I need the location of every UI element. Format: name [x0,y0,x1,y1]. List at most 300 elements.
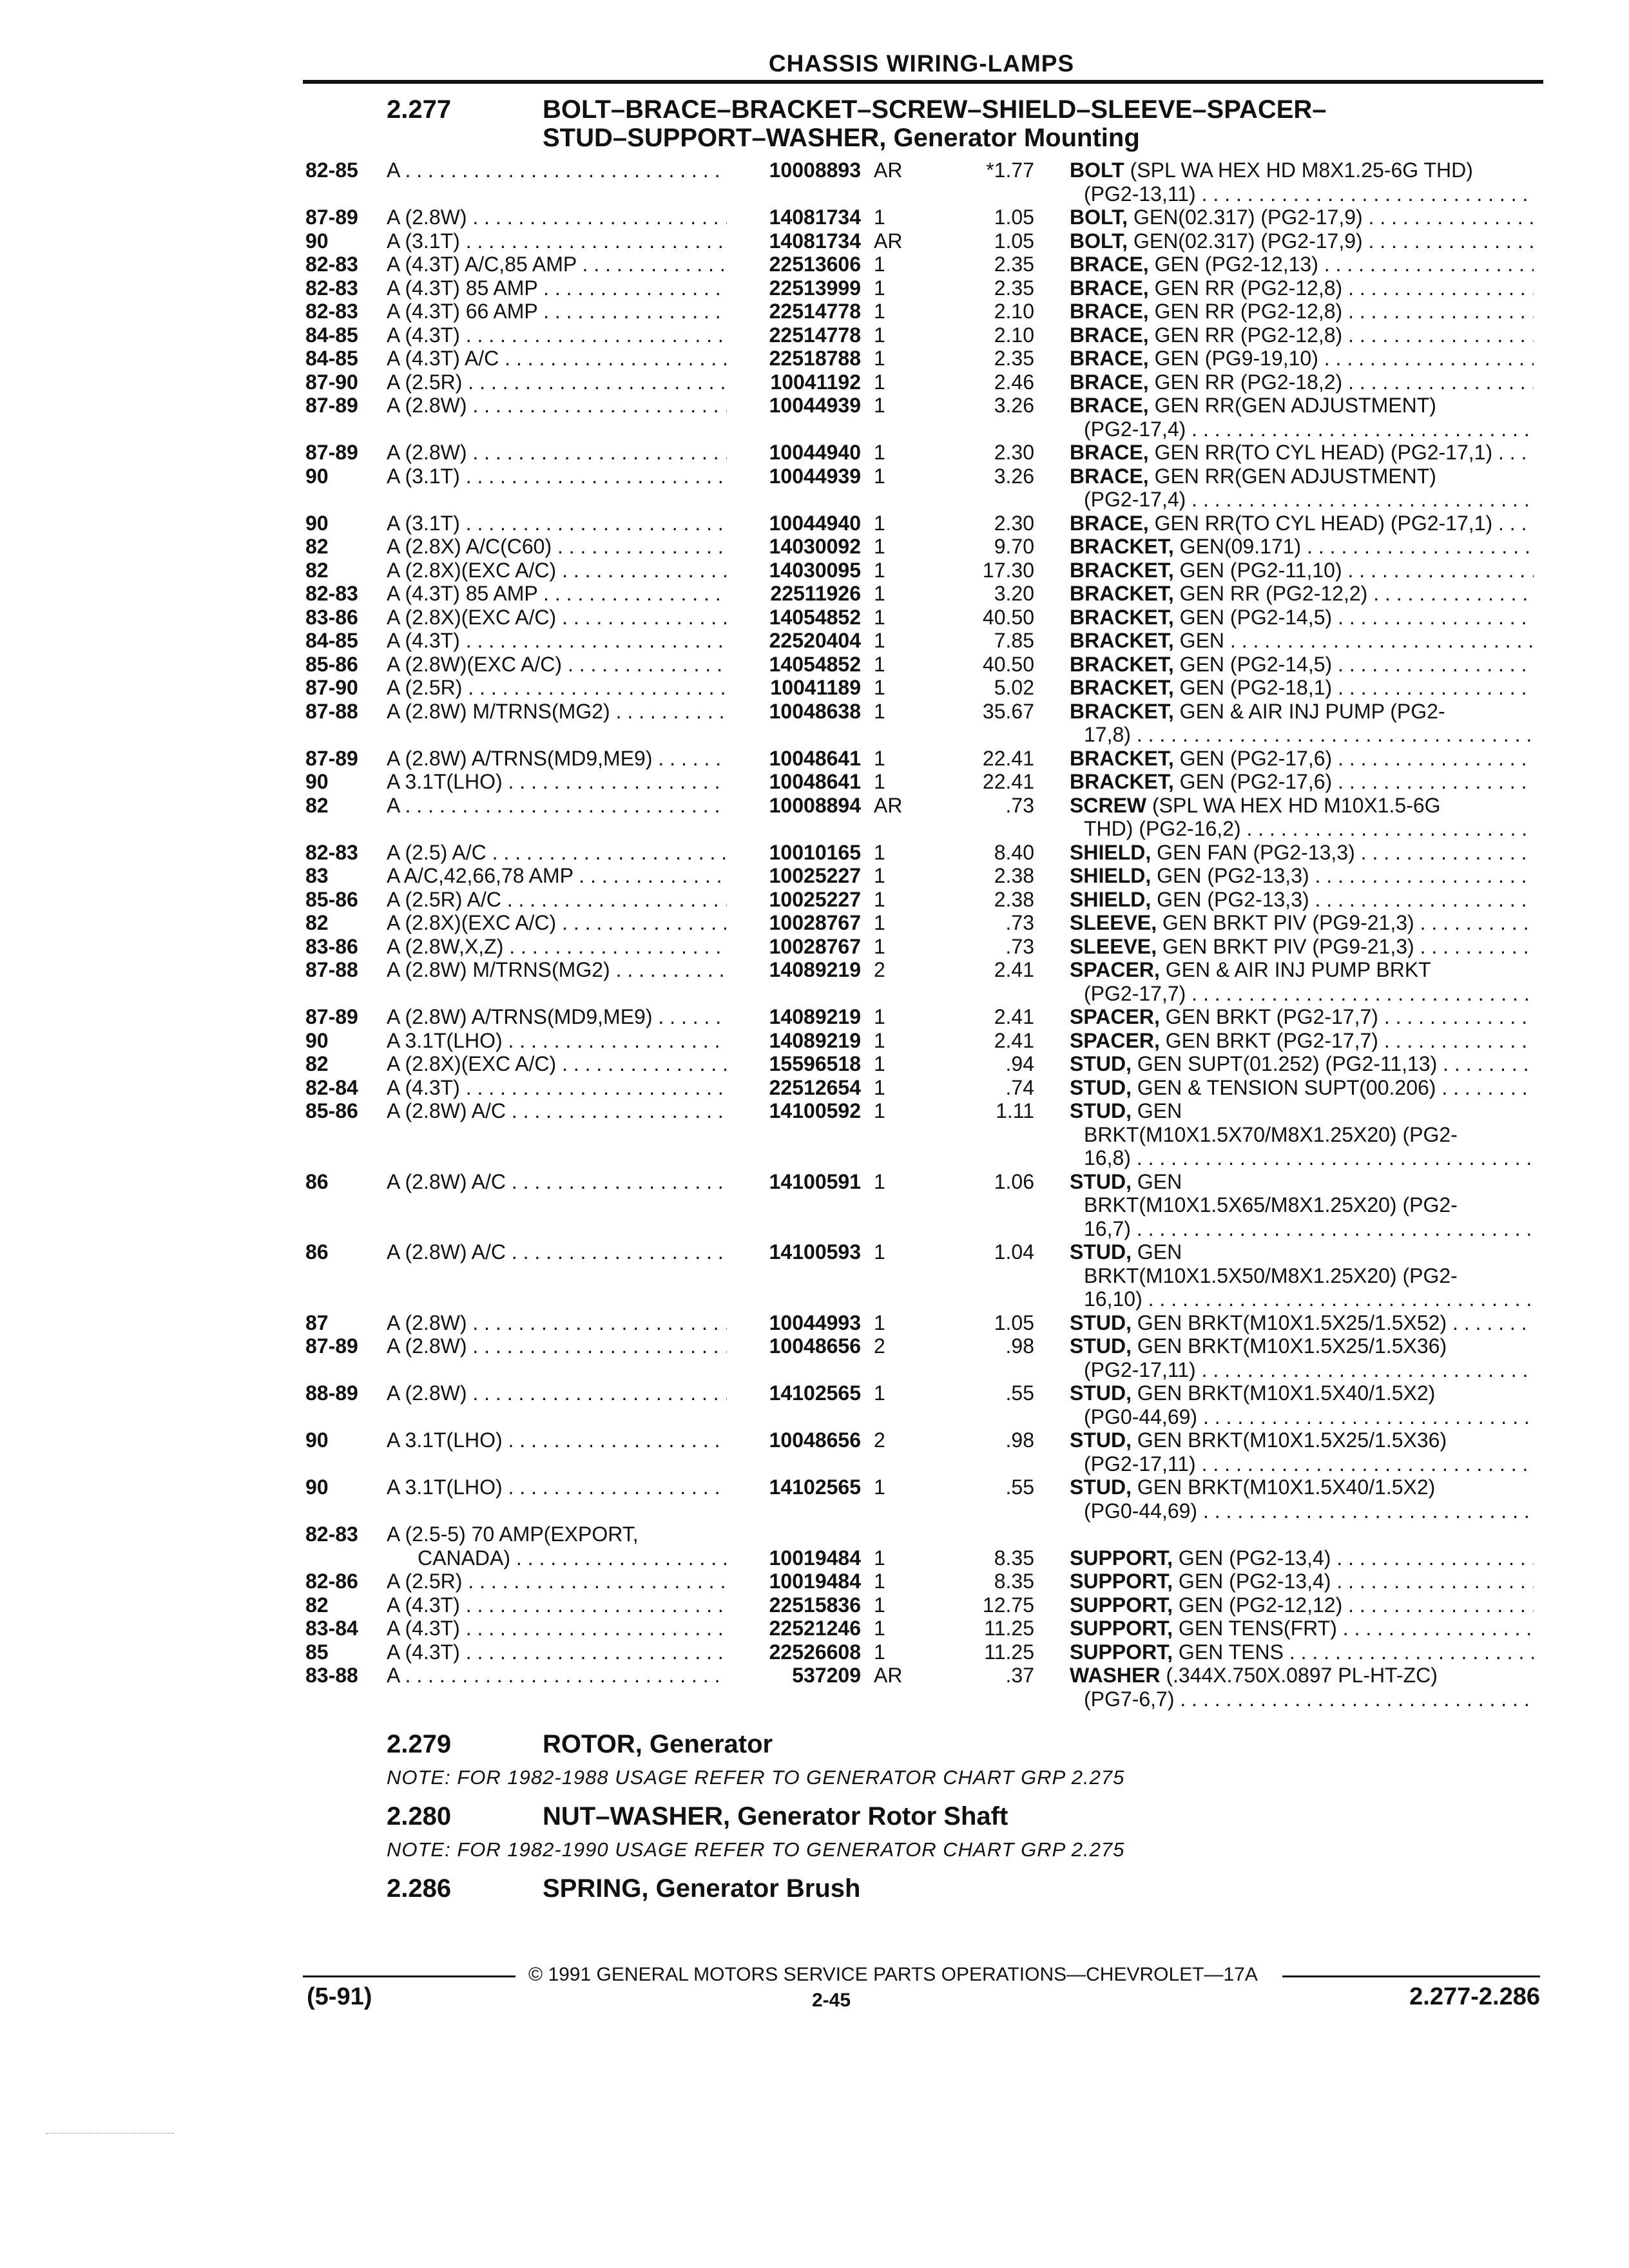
table-row [0,935,1629,959]
description-text: GEN [1179,629,1225,652]
model-text: A (2.5R) A/C [387,887,501,911]
year-range: 87-88 [305,699,358,723]
year-range: 87-90 [305,676,358,699]
price: 1.06 [994,1169,1034,1193]
part-name: STUD, [1070,1075,1132,1099]
part-number: 10048656 [769,1334,861,1358]
quantity: 1 [874,1075,885,1099]
year-range: 85-86 [305,652,358,676]
year-range: 82-83 [305,276,358,300]
model-text: A (2.8W) [387,1381,467,1405]
price: 2.38 [994,887,1034,911]
description-text: GEN [1137,1240,1182,1264]
quantity: 2 [874,1334,885,1358]
year-range: 82-85 [305,159,358,182]
price: 2.41 [994,1028,1034,1052]
model-text: A 3.1T(LHO) [387,1428,503,1452]
model-line [387,535,727,559]
year-range: 87-88 [305,958,358,981]
model-text: A (4.3T) 66 AMP [387,300,538,323]
model-text: A (2.8X)(EXC A/C) [387,1052,557,1075]
description-text: GEN RR (PG2-12,8) [1154,276,1343,300]
description-line1 [1070,1664,1534,1687]
description-text: GEN (PG2-12,12) [1178,1593,1343,1617]
year-range: 90 [305,1028,329,1052]
description-text: GEN BRKT (PG2-17,7) [1165,1005,1378,1028]
model-text: A 3.1T(LHO) [387,1028,503,1052]
year-range: 84-85 [305,629,358,652]
table-row [0,700,1629,747]
part-name: STUD, [1070,1334,1132,1358]
description-text: GEN & TENSION SUPT(00.206) [1137,1075,1436,1099]
description [1070,370,1534,394]
description [1070,1029,1534,1053]
year-range: 83-88 [305,1664,358,1687]
part-number: 10019484 [769,1546,861,1570]
model-cell [387,1099,727,1123]
description-text: GEN RR (PG2-12,8) [1154,300,1343,323]
price: 2.10 [994,323,1034,347]
part-number: 14089219 [769,1005,861,1028]
part-number: 22526608 [769,1640,861,1664]
table-row [0,1076,1629,1100]
model-text: A (4.3T) [387,323,460,347]
part-number: 14100591 [769,1169,861,1193]
model-cell [387,394,727,418]
description [1070,347,1534,370]
description [1070,206,1534,229]
price: .73 [1005,934,1034,958]
description-line1 [1070,253,1534,276]
price: 40.50 [982,652,1034,676]
description-text: GEN BRKT(M10X1.5X40/1.5X2) [1137,1381,1436,1405]
model-line [387,1311,727,1335]
subsection-number: 2.286 [387,1874,452,1903]
part-number: 22512654 [769,1075,861,1099]
description [1070,747,1534,771]
price: .98 [1005,1428,1034,1452]
quantity: 1 [874,370,885,394]
model-line [387,559,727,582]
part-number: 22520404 [769,629,861,652]
model-text: A (2.5) A/C [387,840,487,864]
description-line1 [1070,794,1534,818]
scan-artifact [45,2133,174,2135]
part-name: BRACKET, [1070,605,1174,629]
table-row [0,1029,1629,1053]
description-text: GEN BRKT(M10X1.5X40/1.5X2) [1137,1475,1436,1499]
description-line2: BRKT(M10X1.5X70/M8X1.25X20) (PG2- [1084,1122,1458,1146]
model-cell [387,1029,727,1053]
price: 17.30 [982,558,1034,582]
description-line2: (PG0-44,69) . . . [1070,1499,1534,1523]
model-cell [387,1570,727,1593]
description-line1 [1070,300,1534,323]
part-name: STUD, [1070,1052,1132,1075]
model-cell [387,770,727,794]
model-cell [387,1052,727,1076]
table-row [0,300,1629,323]
quantity: 1 [874,535,885,558]
description-text: GEN BRKT(M10X1.5X25/1.5X36) [1137,1428,1447,1452]
section-title [543,95,1327,152]
part-name: BRACE, [1070,394,1149,417]
subsection-title [543,1730,773,1759]
part-number: 14089219 [769,1028,861,1052]
part-name: SLEEVE, [1070,911,1157,934]
model-text: A (2.8X)(EXC A/C) [387,911,557,934]
year-range: 87 [305,1311,329,1334]
part-name: STUD, [1070,1099,1132,1122]
price: .37 [1005,1664,1034,1687]
model-cell [387,559,727,582]
quantity: 1 [874,1546,885,1570]
year-range: 82-83 [305,582,358,605]
model-line [387,347,727,370]
description [1070,911,1534,935]
part-number: 14030092 [769,535,861,558]
description-text: GEN SUPT(01.252) (PG2-11,13) [1137,1052,1438,1075]
part-number: 14102565 [769,1381,861,1405]
subsection-title-text: Generator Brush [655,1874,861,1903]
model-line [387,1005,727,1029]
table-row [0,629,1629,653]
model-cell [387,888,727,912]
model-line [387,653,727,677]
description-line1 [1070,888,1534,912]
part-number: 10044939 [769,394,861,417]
model-line [387,253,727,276]
model-line2-text: CANADA) [418,1546,511,1570]
price: 2.35 [994,347,1034,370]
subsection-title-bold: SPRING, [543,1874,649,1903]
description-line1 [1070,394,1534,418]
price: 2.46 [994,370,1034,394]
price: 35.67 [982,699,1034,723]
model-line [387,606,727,629]
quantity: 1 [874,1240,885,1264]
description [1070,794,1534,841]
subsection-title [543,1802,1008,1831]
description-text: GEN (PG2-12,13) [1154,253,1318,276]
model-cell [387,1475,727,1499]
description-line2: (PG2-17,11) . . . [1070,1358,1534,1382]
description-text: GEN (PG2-13,4) [1178,1570,1331,1593]
year-range: 86 [305,1240,329,1264]
part-name: STUD, [1070,1381,1132,1405]
part-number: 10048641 [769,746,861,770]
description-line1 [1070,1617,1534,1640]
year-range: 82-83 [305,840,358,864]
model-cell [387,747,727,771]
part-name: BOLT [1070,159,1124,182]
section-title-line2-bold: STUD–SUPPORT–WASHER, [543,124,887,152]
description [1070,629,1534,653]
part-number: 10044993 [769,1311,861,1334]
model-line [387,958,727,982]
model-line [387,1029,727,1053]
part-name: STUD, [1070,1169,1132,1193]
part-number: 14089219 [769,958,861,981]
price: 22.41 [982,746,1034,770]
model-text: A (2.8W) A/C [387,1099,506,1122]
year-range: 82 [305,558,329,582]
quantity: 1 [874,770,885,793]
price: 12.75 [982,1593,1034,1617]
description-text: GEN TENS(FRT) [1178,1617,1337,1640]
part-number: 14081734 [769,206,861,229]
description-line1 [1070,841,1534,865]
description-line1 [1070,629,1534,653]
part-name: BRACE, [1070,323,1149,347]
table-row [0,1475,1629,1523]
table-row [0,1334,1629,1381]
description-line1 [1070,1076,1534,1100]
model-cell [387,1664,727,1687]
description-text: GEN (PG2-17,6) [1179,770,1333,793]
description [1070,841,1534,865]
part-name: BRACKET, [1070,535,1174,558]
description [1070,300,1534,323]
table-row [0,1381,1629,1428]
model-text: A A/C,42,66,78 AMP [387,864,574,887]
description-text: GEN [1137,1169,1182,1193]
model-text: A (3.1T) [387,511,460,535]
year-range: 85 [305,1640,329,1664]
description-line1 [1070,1099,1534,1123]
footer-date: (5-91) [307,1983,372,2010]
price: 1.11 [996,1099,1034,1122]
price: 1.05 [994,206,1034,229]
quantity: 1 [874,558,885,582]
description-text: GEN RR(GEN ADJUSTMENT) [1154,394,1436,417]
model-text: A [387,793,400,817]
part-name: BRACKET, [1070,652,1174,676]
footer-page-number: 2-45 [811,1990,851,2011]
table-row [0,1240,1629,1311]
description-text: (SPL WA HEX HD M10X1.5-6G [1152,793,1441,817]
year-range: 87-89 [305,206,358,229]
description [1070,1617,1534,1640]
model-cell [387,441,727,465]
model-line [387,1593,727,1617]
model-text: A (4.3T) [387,1617,460,1640]
part-number: 22511926 [770,582,861,605]
year-range: 82 [305,1593,329,1617]
part-number: 10019484 [769,1570,861,1593]
description [1070,512,1534,535]
description [1070,1240,1534,1311]
model-text: A (2.5R) [387,676,463,699]
table-row [0,1523,1629,1570]
description-line1 [1070,958,1534,982]
description-text: GEN (PG2-17,6) [1179,746,1333,770]
year-range: 84-85 [305,347,358,370]
model-cell [387,1240,727,1264]
part-number: 10041189 [770,676,861,699]
part-name: BRACE, [1070,300,1149,323]
part-name: SUPPORT, [1070,1617,1173,1640]
quantity: 1 [874,1617,885,1640]
description-line1 [1070,747,1534,771]
description [1070,582,1534,606]
part-name: STUD, [1070,1428,1132,1452]
description-line2: (PG0-44,69) . . . [1070,1405,1534,1429]
quantity: 1 [874,206,885,229]
year-range: 90 [305,229,329,253]
description [1070,1593,1534,1617]
part-name: BRACKET, [1070,582,1174,605]
table-row [0,1617,1629,1640]
model-line [387,888,727,912]
description [1070,1334,1534,1381]
description-text: GEN RR(TO CYL HEAD) (PG2-17,1) [1154,441,1493,464]
description-text: GEN (PG2-14,5) [1179,652,1333,676]
description-line2: (PG2-17,7) . . . [1070,982,1534,1006]
part-name: SPACER, [1070,1005,1160,1028]
part-number: 22515836 [769,1593,861,1617]
model-cell [387,323,727,347]
quantity: 1 [874,605,885,629]
description-text: GEN RR (PG2-18,2) [1154,370,1343,394]
part-name: BRACE, [1070,511,1149,535]
subsection-title [543,1874,860,1903]
part-number: 14081734 [769,229,861,253]
part-name: SUPPORT, [1070,1640,1173,1664]
footer-copyright: © 1991 GENERAL MOTORS SERVICE PARTS OPERATIONS—CHEVROLET—17A [528,1964,1258,1985]
description-line1 [1070,347,1534,370]
year-range: 84-85 [305,323,358,347]
table-row [0,676,1629,700]
description-text: GEN(02.317) (PG2-17,9) [1133,206,1363,229]
description [1070,229,1534,253]
year-range: 87-90 [305,370,358,394]
description-text: GEN RR(GEN ADJUSTMENT) [1154,464,1436,488]
subsection-title-bold: NUT–WASHER, [543,1802,731,1831]
model-text: A (4.3T) A/C [387,347,499,370]
description-line1 [1070,323,1534,347]
part-number: 10044940 [769,441,861,464]
description [1070,606,1534,629]
table-row [0,958,1629,1005]
part-name: SLEEVE, [1070,934,1157,958]
description-line2: THD) (PG2-16,2) . . . [1070,817,1534,841]
description-line1 [1070,1640,1534,1664]
part-number: 10025227 [769,864,861,887]
description [1070,1381,1534,1428]
description [1070,700,1534,747]
year-range: 85-86 [305,1099,358,1122]
part-number: 10008893 [769,159,861,182]
description-line1 [1070,276,1534,300]
model-text: A [387,159,400,182]
description [1070,1475,1534,1523]
model-cell [387,347,727,370]
description-text: GEN (PG2-18,1) [1179,676,1333,699]
model-text: A 3.1T(LHO) [387,1475,503,1499]
table-row [0,1005,1629,1029]
part-number: 22513999 [769,276,861,300]
model-line [387,770,727,794]
part-name: SPACER, [1070,958,1160,981]
model-line [387,747,727,771]
model-cell [387,206,727,229]
quantity: 1 [874,934,885,958]
part-name: SUPPORT, [1070,1570,1173,1593]
table-row [0,888,1629,912]
price: 7.85 [994,629,1034,652]
quantity: AR [874,793,903,817]
year-range: 90 [305,770,329,793]
model-line [387,512,727,535]
model-cell [387,512,727,535]
model-line [387,1052,727,1076]
price: 8.40 [994,840,1034,864]
section-number: 2.277 [387,95,452,124]
description-text: GEN [1137,1099,1182,1122]
description-line1 [1070,465,1534,488]
model-cell [387,1311,727,1335]
model-cell [387,1005,727,1029]
model-line [387,159,727,182]
model-line [387,441,727,465]
model-text: A (2.8X)(EXC A/C) [387,558,557,582]
model-line [387,370,727,394]
description-line1 [1070,1052,1534,1076]
quantity: 1 [874,1475,885,1499]
part-number: 10028767 [769,911,861,934]
model-text: A (2.8W) [387,1334,467,1358]
description-text: GEN BRKT(M10X1.5X25/1.5X52) [1137,1311,1447,1334]
model-line [387,935,727,959]
description-text: GEN & AIR INJ PUMP (PG2- [1179,699,1445,723]
parts-table [0,159,1629,1711]
table-row [0,582,1629,606]
price: 2.35 [994,253,1034,276]
quantity: AR [874,159,903,182]
part-name: SHIELD, [1070,864,1152,887]
price: .73 [1005,911,1034,934]
table-row [0,864,1629,888]
part-name: SPACER, [1070,1028,1160,1052]
description-text: GEN (PG2-13,3) [1157,864,1309,887]
price: 8.35 [994,1546,1034,1570]
quantity: 2 [874,958,885,981]
model-line1: A (2.5-5) 70 AMP(EXPORT, [387,1523,639,1546]
description-text: GEN BRKT PIV (PG9-21,3) [1162,911,1414,934]
model-text: A 3.1T(LHO) [387,770,503,793]
description-line1 [1070,1546,1534,1570]
table-row [0,535,1629,559]
quantity: 2 [874,1428,885,1452]
model-cell [387,676,727,700]
year-range: 83-86 [305,934,358,958]
description-text: GEN (PG2-13,3) [1157,887,1309,911]
year-range: 82-84 [305,1075,358,1099]
model-text: A (4.3T) [387,1640,460,1664]
price: 2.30 [994,441,1034,464]
part-number: 22513606 [769,253,861,276]
quantity: 1 [874,864,885,887]
part-number: 10048641 [769,770,861,793]
description-line1 [1070,935,1534,959]
model-cell [387,1076,727,1100]
part-name: BRACE, [1070,347,1149,370]
model-text: A (3.1T) [387,229,460,253]
description [1070,1076,1534,1100]
subsection-note: NOTE: FOR 1982-1990 USAGE REFER TO GENERATOR CHART GRP 2.275 [387,1838,1125,1861]
year-range: 90 [305,1428,329,1452]
